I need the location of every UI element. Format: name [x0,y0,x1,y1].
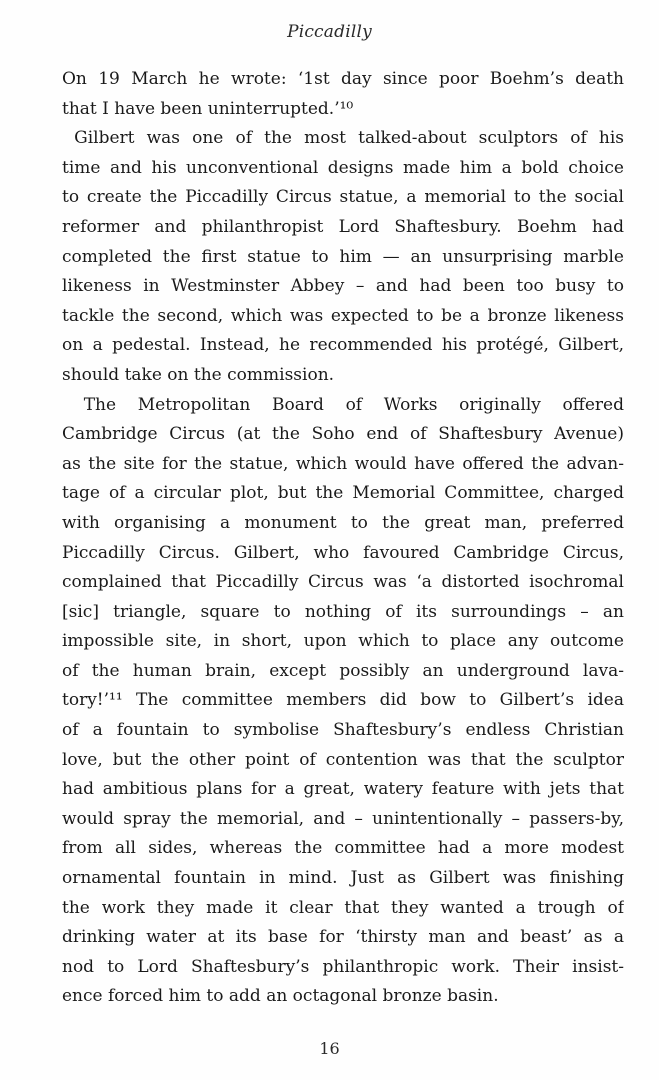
text-line: ence forced him to add an octagonal bronze basin. [62,986,499,1007]
text-line: ornamental fountain in mind. Just as Gilbert was finishing [62,868,624,889]
text-line: drinking water at its base for ‘thirsty man and beast’ as a [62,927,624,948]
text-line: on a pedestal. Instead, he recommended his protégé, Gilbert, [62,335,624,356]
text-line: from all sides, whereas the committee had a more modest [62,838,624,859]
text-line: complained that Piccadilly Circus was ‘a distorted isochromal [62,572,624,593]
running-head: Piccadilly [287,22,372,42]
text-line: tackle the second, which was expected to be a bronze likeness [62,305,624,326]
text-line: of a fountain to symbolise Shaftesbury’s endless Christian [62,720,624,741]
text-line: reformer and philanthropist Lord Shaftesbury. Boehm had [62,216,624,237]
text-line: time and his unconventional designs made him a bold choice [62,157,624,178]
text-line: as the site for the statue, which would have offered the advan- [62,453,624,474]
text-line: love, but the other point of contention was that the sculptor [62,749,624,770]
text-line: to create the Piccadilly Circus statue, a memorial to the social [62,187,624,208]
text-line: On 19 March he wrote: ‘1st day since poor Boehm’s death [62,69,624,89]
text-line: Piccadilly Circus. Gilbert, who favoured Cambridge Circus, [62,542,624,563]
text-line: with organising a monument to the great man, preferred [62,512,624,533]
text-line: impossible site, in short, upon which to place any outcome [62,631,624,652]
text-line: that I have been uninterrupted.’¹⁰ [62,98,354,119]
text-line: nod to Lord Shaftesbury’s philanthropic work. Their insist- [62,956,624,977]
page-number: 16 [319,1039,340,1058]
text-line: Gilbert was one of the most talked-about sculptors of his [62,128,624,149]
text-line: [sic] triangle, square to nothing of its surroundings – an [62,601,624,622]
text-line: tory!’¹¹ The committee members did bow to Gilbert’s idea [62,690,624,711]
text-line: The Metropolitan Board of Works originally offered [62,394,624,415]
body-text [62,65,624,1012]
text-line: tage of a circular plot, but the Memorial Committee, charged [62,483,624,504]
text-line: should take on the commission. [62,364,335,385]
text-line: the work they made it clear that they wanted a trough of [62,897,624,918]
text-line: had ambitious plans for a great, watery feature with jets that [62,779,624,800]
text-line: Cambridge Circus (at the Soho end of Shaftesbury Avenue) [62,424,624,445]
text-line: would spray the memorial, and – unintentionally – passers-by, [62,808,624,829]
text-line: completed the first statue to him — an unsurprising marble [62,246,624,267]
text-line: likeness in Westminster Abbey – and had been too busy to [62,276,624,297]
text-line: of the human brain, except possibly an underground lava- [62,660,624,681]
